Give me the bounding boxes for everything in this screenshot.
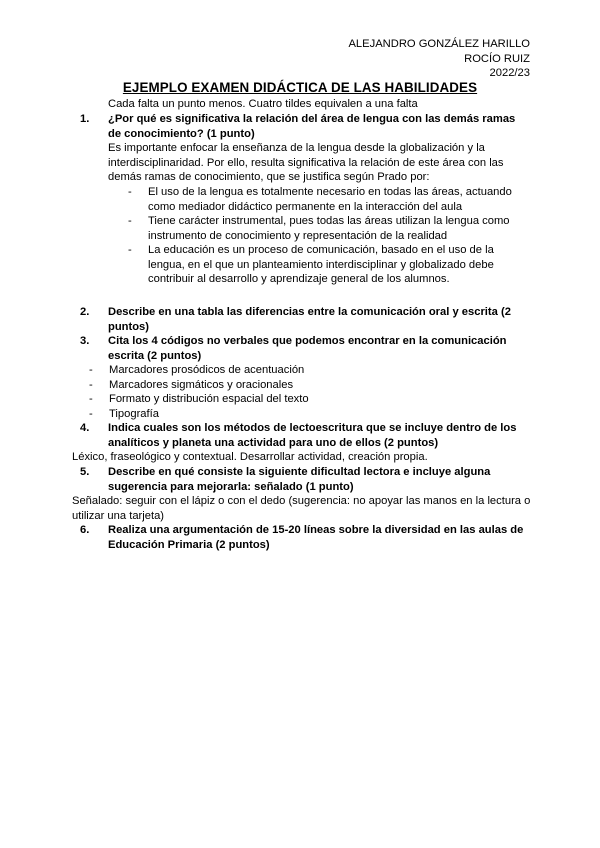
list-item <box>128 243 530 287</box>
bullet-dash: - <box>128 244 132 256</box>
list-item-text: Marcadores prosódicos de acentuación <box>109 364 305 376</box>
list-item-text: El uso de la lengua es totalmente necesario en todas las áreas, actuando como mediador didáctico permanente en la interacción del aula <box>148 186 512 213</box>
list-item-text: Tipografía <box>109 407 159 420</box>
question-text: Describe en qué consiste la siguiente dificultad lectora e incluye alguna sugerencia para mejorarla: señalado (1 punto) <box>108 466 491 493</box>
author-header <box>348 37 530 81</box>
page-title: EJEMPLO EXAMEN DIDÁCTICA DE LAS HABILIDADES <box>122 80 478 95</box>
list-item <box>89 392 529 407</box>
question-5 <box>80 465 530 494</box>
bullet-dash: - <box>89 378 93 391</box>
question-1 <box>80 112 530 141</box>
author-name-2: ROCÍO RUIZ <box>464 52 530 65</box>
question-2 <box>80 305 530 334</box>
question-5-block <box>80 465 530 494</box>
question-number: 3. <box>80 335 90 347</box>
question-4 <box>80 421 532 450</box>
bullet-dash: - <box>89 393 93 405</box>
bullet-dash: - <box>89 407 93 420</box>
list-item <box>128 214 530 243</box>
question-number: 2. <box>80 306 90 318</box>
question-6 <box>80 523 532 552</box>
answer-5: Señalado: seguir con el lápiz o con el dedo (sugerencia: no apoyar las manos en la lectura o utilizar una tarjeta) <box>72 495 531 522</box>
question-text: Indica cuales son los métodos de lectoescritura que se incluye dentro de los analíticos y planeta una actividad para uno de ellos (2 puntos) <box>108 422 517 449</box>
bullet-dash: - <box>89 364 93 376</box>
answer-3-list <box>89 363 529 421</box>
question-text: Describe en una tabla las diferencias entre la comunicación oral y escrita (2 puntos) <box>108 306 511 333</box>
answer-1 <box>108 141 532 185</box>
list-item-text: Tiene carácter instrumental, pues todas las áreas utilizan la lengua como instrumento de conocimiento y representación de la realidad <box>148 215 510 242</box>
question-2-block <box>80 305 530 334</box>
bullet-dash: - <box>128 186 132 198</box>
list-item-text: Formato y distribución espacial del texto <box>109 393 309 405</box>
question-number: 4. <box>80 422 90 434</box>
academic-year: 2022/23 <box>489 67 530 79</box>
list-item <box>89 407 529 422</box>
question-text: ¿Por qué es significativa la relación del área de lengua con las demás ramas de conocimiento? (1 punto) <box>108 113 516 140</box>
question-text: Cita los 4 códigos no verbales que podemos encontrar en la comunicación escrita (2 puntos) <box>108 335 507 362</box>
answer-1-intro: Es importante enfocar la enseñanza de la lengua desde la globalización y la interdisciplinaridad. Por ello, resulta significativa la relación de este área con las demás ramas de conocimiento, que se justifica según Prado por: <box>108 142 504 183</box>
question-4-block <box>80 421 532 450</box>
answer-4: Léxico, fraseológico y contextual. Desarrollar actividad, creación propia. <box>72 451 428 463</box>
author-name-1: ALEJANDRO GONZÁLEZ HARILLO <box>348 38 530 50</box>
list-item-text: Marcadores sigmáticos y oracionales <box>109 378 294 391</box>
question-6-block <box>80 523 532 552</box>
question-1-block <box>80 112 530 141</box>
question-number: 5. <box>80 466 90 478</box>
answer-1-list <box>128 185 530 287</box>
list-item <box>89 378 529 393</box>
question-text: Realiza una argumentación de 15-20 líneas sobre la diversidad en las aulas de Educación Primaria (2 puntos) <box>108 524 524 551</box>
question-3-block <box>80 334 530 363</box>
question-number: 6. <box>80 524 90 536</box>
question-3 <box>80 334 530 363</box>
bullet-dash: - <box>128 215 132 227</box>
list-item-text: La educación es un proceso de comunicación, basado en el uso de la lengua, en el que un planteamiento interdisciplinar y globalizado debe contribuir al desarrollo y aprendizaje general de los alumnos. <box>148 244 494 285</box>
question-number: 1. <box>80 113 90 125</box>
list-item <box>89 363 529 378</box>
list-item <box>128 185 530 214</box>
subtitle: Cada falta un punto menos. Cuatro tildes equivalen a una falta <box>108 98 418 110</box>
